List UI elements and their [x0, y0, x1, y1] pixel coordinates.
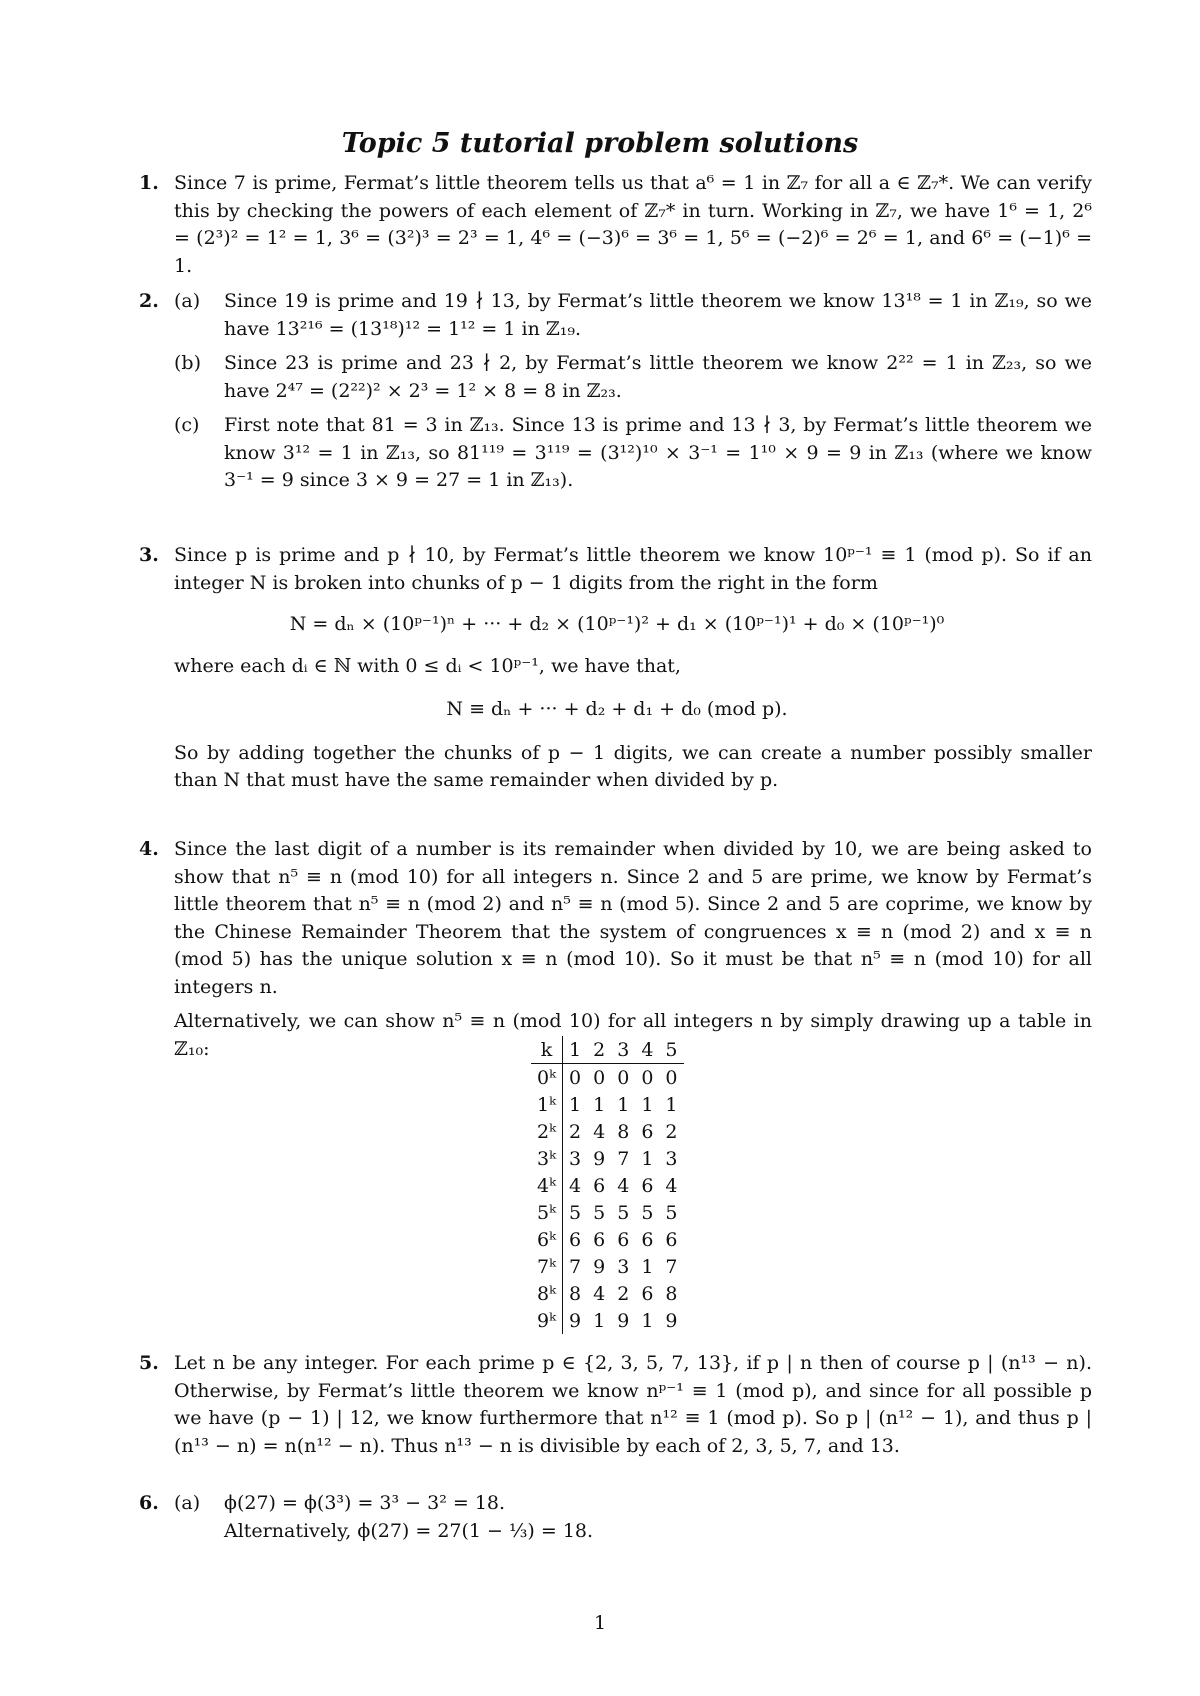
subpart-label: (a)	[174, 290, 201, 312]
table-header-cell: 3	[611, 1036, 635, 1064]
table-cell: 0	[617, 1066, 630, 1089]
subpart-c	[174, 412, 1092, 495]
table-row-header-cell: 6ᵏ	[531, 1226, 563, 1253]
table-cell: 1	[593, 1309, 606, 1332]
problem-text: Since 7 is prime, Fermat’s little theorem tells us that a⁶ = 1 in ℤ₇ for all a ∈ ℤ₇*. We can verify this by checking the powers of each element of ℤ₇* in turn. Working in ℤ₇, we have 1⁶ = 1, 2⁶ = (2³)² = 1² = 1, 3⁶ = (3²)³ = 2³ = 1, 4⁶ = (−3)⁶ = 3⁶ = 1, 5⁶ = (−2)⁶ = 2⁶ = 1, and 6⁶ = (−1)⁶ = 1.	[174, 172, 1092, 277]
table-cell: 1	[641, 1309, 654, 1332]
subpart-line-1: ϕ(27) = ϕ(3³) = 3³ − 3² = 18.	[224, 1492, 506, 1514]
page-number: 1	[593, 1612, 607, 1634]
page-title: Topic 5 tutorial problem solutions	[341, 128, 859, 159]
problem-6	[139, 1490, 1092, 1545]
table-row-header-cell: 7ᵏ	[531, 1253, 563, 1280]
table-row	[531, 1199, 684, 1226]
subpart-text: First note that 81 = 3 in ℤ₁₃. Since 13 is prime and 13 ∤ 3, by Fermat’s little theorem we know 3¹² = 1 in ℤ₁₃, so 81¹¹⁹ = 3¹¹⁹ = (3¹²)¹⁰ × 3⁻¹ = 1¹⁰ × 9 = 9 in ℤ₁₃ (where we know 3⁻¹ = 9 since 3 × 9 = 27 = 1 in ℤ₁₃).	[224, 414, 1092, 491]
table-cell: 3	[665, 1147, 678, 1170]
table-cell: 0	[665, 1066, 678, 1089]
problem-3	[139, 542, 1092, 795]
table-cell: 0	[641, 1066, 654, 1089]
table-header-row	[531, 1036, 684, 1064]
problem-text: Let n be any integer. For each prime p ∈ {2, 3, 5, 7, 13}, if p | n then of course p | (n¹³ − n). Otherwise, by Fermat’s little theorem we know nᵖ⁻¹ ≡ 1 (mod p), and since for all possible p we have (p − 1) | 12, we know furthermore that n¹² ≡ 1 (mod p). So p | (n¹² − 1), and thus p | (n¹³ − n) = n(n¹² − n). Thus n¹³ − n is divisible by each of 2, 3, 5, 7, and 13.	[174, 1352, 1092, 1457]
table-row	[531, 1172, 684, 1199]
problem-1	[139, 170, 1092, 280]
table-row	[531, 1145, 684, 1172]
table-cell: 1	[641, 1093, 654, 1116]
problem-text-2: where each dᵢ ∈ ℕ with 0 ≤ dᵢ < 10ᵖ⁻¹, we have that,	[174, 654, 681, 677]
table-cell: 3	[617, 1255, 630, 1278]
display-equation-1: N = dₙ × (10ᵖ⁻¹)ⁿ + ··· + d₂ × (10ᵖ⁻¹)² + d₁ × (10ᵖ⁻¹)¹ + d₀ × (10ᵖ⁻¹)⁰	[289, 613, 945, 635]
table-row-header-cell: 1ᵏ	[531, 1091, 563, 1118]
table-cell: 6	[593, 1228, 606, 1251]
problem-5	[139, 1350, 1092, 1460]
problem-number: 3.	[139, 544, 159, 566]
table-row-header-cell: 4ᵏ	[531, 1172, 563, 1199]
subpart-b	[174, 350, 1092, 405]
table-row	[531, 1253, 684, 1280]
subpart-label: (a)	[174, 1492, 201, 1514]
table-cell: 0	[593, 1066, 606, 1089]
table-cell: 1	[641, 1255, 654, 1278]
table-cell: 2	[617, 1282, 630, 1305]
table-cell: 7	[665, 1255, 678, 1278]
table-cell: 5	[665, 1201, 678, 1224]
subpart-text: Since 23 is prime and 23 ∤ 2, by Fermat’s little theorem we know 2²² = 1 in ℤ₂₃, so we have 2⁴⁷ = (2²²)² × 2³ = 1² × 8 = 8 in ℤ₂₃.	[224, 352, 1092, 402]
table-row	[531, 1064, 684, 1092]
table-cell: 1	[617, 1093, 630, 1116]
subpart-text: Since 19 is prime and 19 ∤ 13, by Fermat’s little theorem we know 13¹⁸ = 1 in ℤ₁₉, so we have 13²¹⁶ = (13¹⁸)¹² = 1¹² = 1 in ℤ₁₉.	[224, 290, 1092, 340]
problem-number: 5.	[139, 1352, 159, 1374]
problem-text-2: Alternatively, we can show n⁵ ≡ n (mod 10) for all integers n by simply drawing up a table in ℤ₁₀:	[174, 1010, 1092, 1060]
table-cell: 5	[593, 1201, 606, 1224]
table-row-header-cell: 0ᵏ	[531, 1064, 563, 1092]
subpart-a	[174, 288, 1092, 343]
table-cell: 1	[593, 1093, 606, 1116]
subpart-label: (b)	[174, 352, 201, 374]
table-cell: 9	[593, 1255, 606, 1278]
subpart-a	[174, 1490, 1092, 1545]
table-row-header-cell: 2ᵏ	[531, 1118, 563, 1145]
problem-number: 6.	[139, 1492, 159, 1514]
table-row	[531, 1091, 684, 1118]
table-cell: 4	[593, 1282, 606, 1305]
table-cell: 9	[593, 1147, 606, 1170]
table-cell: 6	[665, 1228, 678, 1251]
table-row	[531, 1307, 684, 1334]
table-row-header-cell: 8ᵏ	[531, 1280, 563, 1307]
table-cell: 1	[569, 1093, 582, 1116]
table-cell: 5	[569, 1201, 582, 1224]
table-cell: 7	[617, 1147, 630, 1170]
table-cell: 7	[569, 1255, 582, 1278]
table-cell: 2	[665, 1120, 678, 1143]
table-cell: 9	[617, 1309, 630, 1332]
table-header-cell: 5	[659, 1036, 683, 1064]
table-row	[531, 1280, 684, 1307]
table-cell: 8	[617, 1120, 630, 1143]
table-header-cell: 2	[587, 1036, 611, 1064]
problem-number: 1.	[139, 172, 159, 194]
table-cell: 4	[665, 1174, 678, 1197]
table-cell: 4	[617, 1174, 630, 1197]
table-header-cell: k	[531, 1036, 563, 1064]
table-cell: 4	[593, 1120, 606, 1143]
table-cell: 8	[665, 1282, 678, 1305]
table-row-header-cell: 5ᵏ	[531, 1199, 563, 1226]
table-cell: 6	[641, 1174, 654, 1197]
problem-number: 2.	[139, 290, 159, 312]
table-header-cell: 1	[563, 1036, 588, 1064]
table-row	[531, 1226, 684, 1253]
problem-number: 4.	[139, 838, 159, 860]
table-row-header-cell: 9ᵏ	[531, 1307, 563, 1334]
problem-4	[139, 836, 1092, 1063]
table-cell: 4	[569, 1174, 582, 1197]
problem-text-3: So by adding together the chunks of p − 1 digits, we can create a number possibly smaller than N that must have the same remainder when divided by p.	[174, 741, 1092, 791]
table-cell: 6	[593, 1174, 606, 1197]
display-equation-2: N ≡ dₙ + ··· + d₂ + d₁ + d₀ (mod p).	[446, 698, 788, 720]
table-cell: 1	[665, 1093, 678, 1116]
table-row	[531, 1118, 684, 1145]
table-cell: 6	[641, 1228, 654, 1251]
table-cell: 8	[569, 1282, 582, 1305]
table-cell: 6	[617, 1228, 630, 1251]
subpart-label: (c)	[174, 414, 200, 436]
table-cell: 9	[665, 1309, 678, 1332]
problem-text: Since p is prime and p ∤ 10, by Fermat’s little theorem we know 10ᵖ⁻¹ ≡ 1 (mod p). So if an integer N is broken into chunks of p − 1 digits from the right in the form	[174, 544, 1092, 594]
table-cell: 6	[641, 1282, 654, 1305]
subpart-line-2: Alternatively, ϕ(27) = 27(1 − ⅓) = 18.	[224, 1519, 594, 1542]
table-cell: 1	[641, 1147, 654, 1170]
table-row-header-cell: 3ᵏ	[531, 1145, 563, 1172]
table-header-cell: 4	[635, 1036, 659, 1064]
problem-2	[139, 288, 1092, 495]
powers-table	[531, 1036, 684, 1334]
table-cell: 2	[569, 1120, 582, 1143]
table-cell: 9	[569, 1309, 582, 1332]
problem-text: Since the last digit of a number is its remainder when divided by 10, we are being asked to show that n⁵ ≡ n (mod 10) for all integers n. Since 2 and 5 are prime, we know by Fermat’s little theorem that n⁵ ≡ n (mod 2) and n⁵ ≡ n (mod 5). Since 2 and 5 are coprime, we know by the Chinese Remainder Theorem that the system of congruences x ≡ n (mod 2) and x ≡ n (mod 5) has the unique solution x ≡ n (mod 10). So it must be that n⁵ ≡ n (mod 10) for all integers n.	[174, 838, 1092, 998]
table-cell: 0	[569, 1066, 582, 1089]
table-cell: 6	[569, 1228, 582, 1251]
table-cell: 5	[641, 1201, 654, 1224]
table-cell: 5	[617, 1201, 630, 1224]
table-cell: 6	[641, 1120, 654, 1143]
table-cell: 3	[569, 1147, 582, 1170]
